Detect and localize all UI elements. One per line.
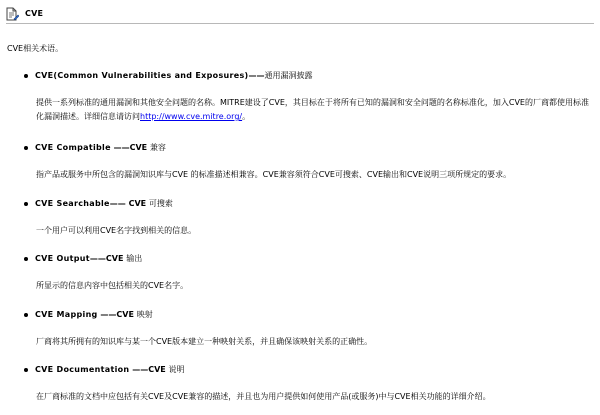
term-separator: ——CVE — [89, 254, 127, 263]
term-description: 指产品或服务中所包含的漏洞知识库与CVE 的标准描述相兼容。CVE兼容须符合CVE可搜索、CVE输出和CVE说明三项所规定的要求。 — [36, 170, 512, 179]
bullet-icon — [24, 257, 28, 261]
term-name: CVE Searchable — [35, 199, 110, 208]
list-item — [24, 253, 592, 293]
term-name: CVE Compatible — [35, 143, 111, 152]
term-description — [36, 96, 592, 124]
term-translation: 兼容 — [149, 143, 166, 152]
term-translation: 可搜索 — [148, 199, 173, 208]
term-translation: 映射 — [136, 310, 153, 319]
term-separator: —— — [248, 71, 265, 80]
bullet-icon — [24, 368, 28, 372]
list-item — [24, 142, 592, 182]
term-separator: ——CVE — [97, 310, 137, 319]
term-description: 所显示的信息内容中包括相关的CVE名字。 — [36, 281, 189, 290]
term-separator: ——CVE — [129, 365, 169, 374]
term-name: CVE Mapping — [35, 310, 98, 319]
term-description: 在厂商标准的文档中应包括有关CVE及CVE兼容的描述，并且也为用户提供如何使用产品(或服务)中与CVE相关功能的详细介绍。 — [36, 392, 491, 401]
list-item — [24, 309, 592, 349]
term-translation: 说明 — [168, 365, 185, 374]
list-item — [24, 198, 592, 238]
term-name: CVE(Common Vulnerabilities and Exposures) — [35, 71, 249, 80]
term-name: CVE Output — [35, 254, 90, 263]
cve-mitre-link[interactable]: http://www.cve.mitre.org/ — [140, 112, 243, 121]
bullet-icon — [24, 74, 28, 78]
term-separator: ——CVE — [110, 143, 150, 152]
document-edit-icon — [6, 7, 19, 21]
bullet-icon — [24, 146, 28, 150]
page-title: CVE — [25, 8, 44, 18]
description-text: 提供一系列标准的通用漏洞和其他安全问题的名称。MITRE建设了CVE，其目标在于将所有已知的漏洞和安全问题的名称标准化，加入CVE的厂商都使用标准化漏洞描述。详细信息请访问 — [36, 98, 589, 121]
term-name: CVE Documentation — [35, 365, 130, 374]
bullet-icon — [24, 202, 28, 206]
term-description: 一个用户可以利用CVE名字找到相关的信息。 — [36, 226, 197, 235]
description-end: 。 — [242, 112, 251, 121]
list-item — [24, 70, 592, 124]
term-translation: 输出 — [126, 254, 143, 263]
page-header — [6, 4, 594, 24]
intro-text: CVE相关术语。 — [7, 44, 64, 53]
term-description: 厂商将其所拥有的知识库与某一个CVE版本建立一种映射关系，并且确保该映射关系的正确性。 — [36, 337, 373, 346]
bullet-icon — [24, 313, 28, 317]
term-translation: 通用漏洞披露 — [264, 71, 313, 80]
term-separator: —— CVE — [109, 199, 149, 208]
list-item — [24, 364, 592, 404]
